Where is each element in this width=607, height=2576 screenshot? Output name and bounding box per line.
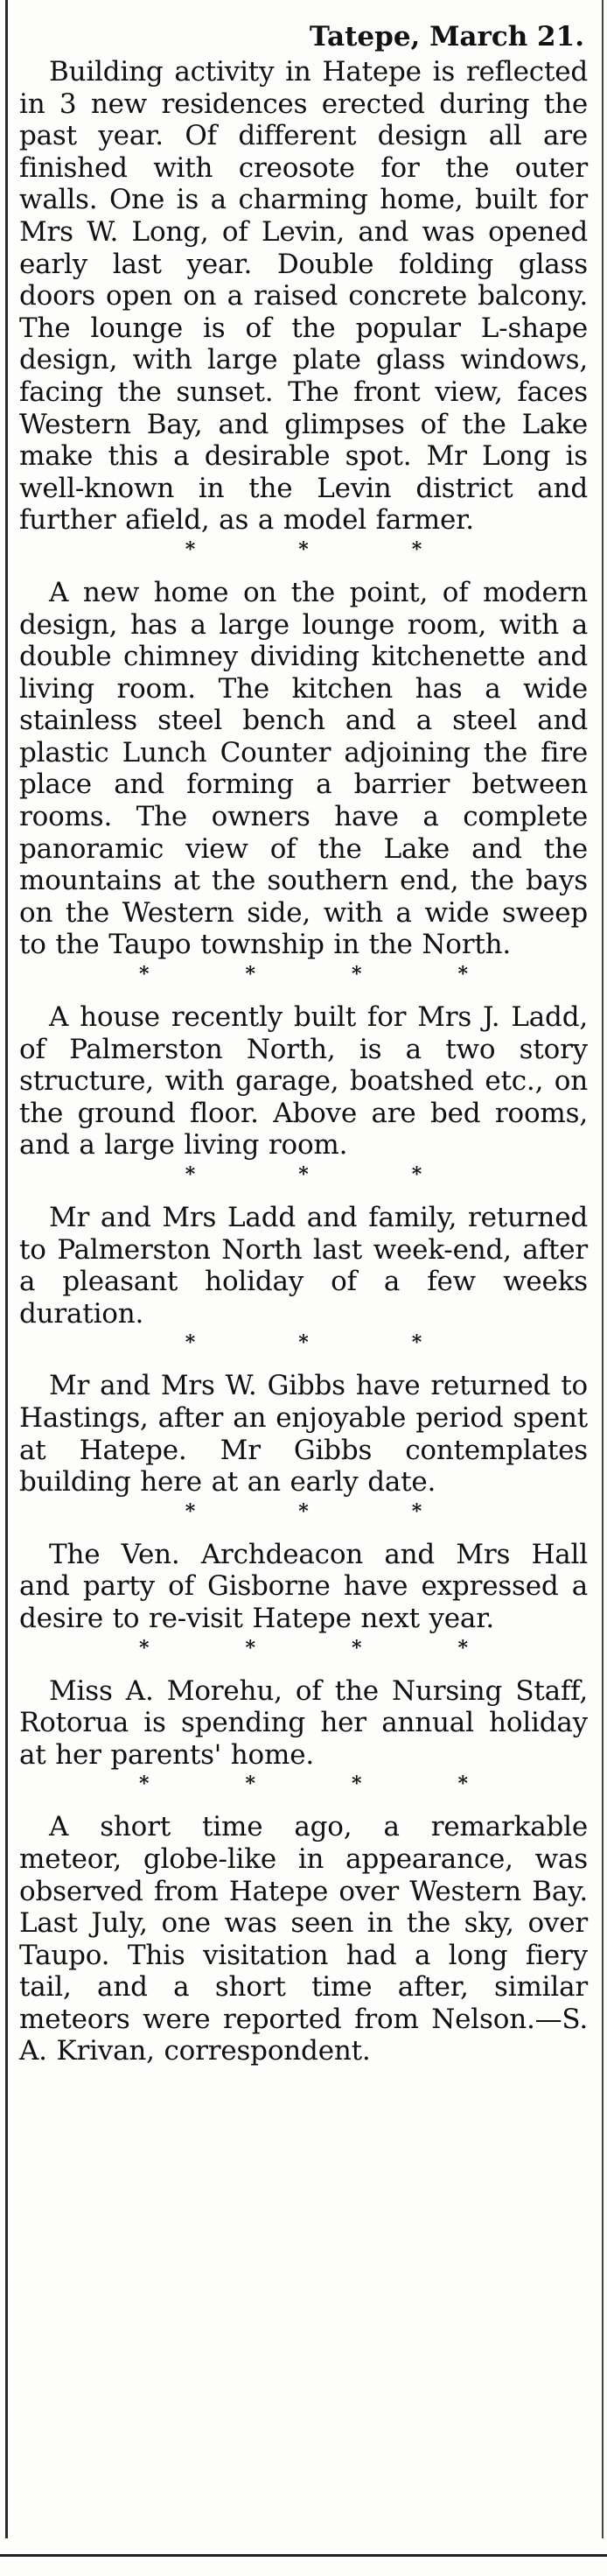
separator-star: * xyxy=(185,537,196,561)
paragraph-gibbs: Mr and Mrs W. Gibbs have returned to Hastings, after an enjoyable period spent at Hatepe. Mr Gibbs contemplates building here at an early date. xyxy=(19,1370,588,1499)
separator-star: * xyxy=(457,963,469,986)
paragraph-home-on-point: A new home on the point, of modern design, has a large lounge room, with a double chimney dividing kitchenette and living room. The kitchen has a wide stainless steel bench and a steel and plastic Lunch Counter adjoining the fire place and forming a barrier between rooms. The owners have a complete panoramic view of the Lake and the mountains at the southern end, the bays on the Western side, with a wide sweep to the Taupo township in the North. xyxy=(19,576,588,961)
separator-star: * xyxy=(411,1331,422,1355)
separator-star: * xyxy=(138,963,150,986)
separator-star: * xyxy=(185,1163,196,1186)
separator-star: * xyxy=(138,1772,150,1796)
separator-star: * xyxy=(245,1772,255,1796)
separator-star: * xyxy=(352,1772,362,1796)
separator-star: * xyxy=(185,1499,196,1523)
section-separator xyxy=(19,965,588,989)
section-separator xyxy=(19,1165,588,1190)
separator-star: * xyxy=(411,1163,422,1186)
article-column xyxy=(19,19,588,2067)
separator-star: * xyxy=(352,1636,362,1660)
separator-star: * xyxy=(245,963,255,986)
separator-star: * xyxy=(245,1636,255,1660)
section-separator xyxy=(19,1774,588,1799)
separator-star: * xyxy=(411,537,422,561)
separator-star: * xyxy=(298,1331,309,1355)
separator-star: * xyxy=(298,1499,309,1523)
paragraph-ladd-family: Mr and Mrs Ladd and family, returned to Palmerston North last week-end, after a pleasant holiday of a few weeks duration. xyxy=(19,1202,588,1330)
paragraph-archdeacon: The Ven. Archdeacon and Mrs Hall and party of Gisborne have expressed a desire to re-visit Hatepe next year. xyxy=(19,1538,588,1634)
separator-star: * xyxy=(457,1772,469,1796)
separator-star: * xyxy=(185,1331,196,1355)
separator-star: * xyxy=(298,537,309,561)
paragraph-meteor: A short time ago, a remarkable meteor, globe-like in appearance, was observed from Hatepe over Western Bay. Last July, one was seen in the sky, over Taupo. This visitation had a long fiery tail, and a short time after, similar meteors were reported from Nelson.—S. A. Krivan, correspondent. xyxy=(19,1811,588,2067)
section-separator xyxy=(19,1499,588,1527)
separator-star: * xyxy=(352,963,362,986)
separator-star: * xyxy=(411,1499,422,1523)
paragraph-ladd-house: A house recently built for Mrs J. Ladd, of Palmerston North, is a two story structure, with garage, boatshed etc., on the ground floor. Above are bed rooms, and a large living room. xyxy=(19,1001,588,1162)
section-separator xyxy=(19,1333,588,1358)
separator-star: * xyxy=(298,1163,309,1186)
separator-star: * xyxy=(138,1636,150,1660)
paragraph-new-residences: Building activity in Hatepe is reflected in 3 new residences erected during the past year. Of different design all are finished with creosote for the outer walls. One is a charming home, built for Mrs W. Long, of Levin, and was opened early last year. Double folding glass doors open on a raised concrete balcony. The lounge is of the popular L-shape design, with large plate glass windows, facing the sunset. The front view, faces Western Bay, and glimpses of the Lake make this a desirable spot. Mr Long is well-known in the Levin district and further afield, as a model farmer. xyxy=(19,56,588,537)
separator-star: * xyxy=(457,1636,469,1660)
section-separator xyxy=(19,537,588,565)
bottom-rule xyxy=(0,2554,607,2557)
section-separator xyxy=(19,1636,588,1663)
paragraph-morehu: Miss A. Morehu, of the Nursing Staff, Rotorua is spending her annual holiday at her parents' home. xyxy=(19,1674,588,1771)
right-column-rule xyxy=(602,0,604,2538)
left-column-rule xyxy=(5,0,8,2538)
dateline: Tatepe, March 21. xyxy=(309,21,584,53)
